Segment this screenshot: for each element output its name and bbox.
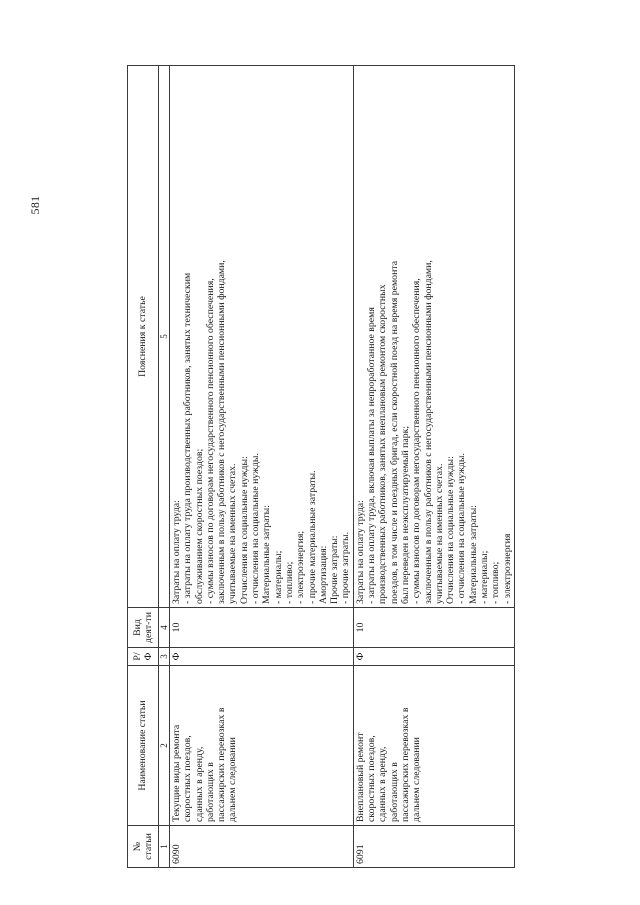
- article-rf: Ф: [353, 648, 514, 666]
- explanation-line: заключенным в пользу работников с негосударственными пенсионными фондами,: [422, 260, 434, 604]
- column-number: 3: [159, 648, 170, 666]
- table-row: [353, 66, 514, 868]
- article-code: 6091: [353, 826, 514, 868]
- article-rf: Ф: [170, 648, 354, 666]
- column-number: 2: [159, 666, 170, 826]
- explanation-line: - топливо;: [283, 561, 295, 604]
- explanation-line: Затраты на оплату труда:: [171, 500, 182, 604]
- header-row: [128, 66, 159, 868]
- explanation-line: Отчисления на социальные нужды:: [238, 456, 250, 604]
- explanation-line: Прочие затраты:: [329, 535, 341, 604]
- page-number: 581: [28, 195, 42, 215]
- article-name-line: сданных в аренду,: [377, 746, 389, 822]
- explanation-line: Материальные затраты:: [261, 505, 273, 604]
- header-activity-type-line: деят-ти: [143, 612, 154, 643]
- explanation-line: производственных работников, занятых внеплановым ремонтом скоростных: [377, 284, 389, 604]
- header-activity-type-line: Вид: [131, 619, 143, 636]
- header-article-no-line: №: [131, 841, 143, 852]
- explanation-line: поездов, в том числе и поездных бригад, если скоростной поезд на время ремонта: [388, 260, 400, 604]
- explanation-line: учитываемые на именных счетах.: [227, 463, 239, 604]
- header-rf-line: Р/: [131, 652, 143, 661]
- article-name-line: работающих в: [204, 762, 216, 822]
- header-article-name: Наименование статьи: [128, 666, 159, 826]
- explanation-line: обслуживанием скоростных поездов;: [193, 448, 205, 604]
- header-article-no-line: статьи: [143, 833, 154, 860]
- explanation-line: заключенным в пользу работников с негосударственными пенсионными фондами,: [216, 260, 228, 604]
- article-name: [353, 666, 514, 826]
- explanation-line: Амортизация:: [317, 545, 329, 604]
- explanation-line: - затраты на оплату труда производственных работников, занятых техническим: [182, 272, 194, 604]
- explanation-line: - суммы взносов по договорам негосударственного пенсионного обеспечения,: [411, 278, 423, 604]
- column-number: 5: [159, 66, 170, 608]
- explanation-line: - материалы;: [479, 550, 491, 604]
- explanation-line: был переведен в неэксплуатируемый парк;: [399, 425, 411, 604]
- article-explanation: [353, 66, 514, 608]
- explanation-line: - топливо;: [490, 561, 502, 604]
- rotated-table-sheet: [127, 66, 513, 868]
- explanation-line: - отчисления на социальные нужды.: [456, 453, 468, 604]
- article-name-line: дальнем следовании: [411, 737, 423, 822]
- column-number-row: [159, 66, 170, 868]
- explanation-line: учитываемые на именных счетах.: [433, 463, 445, 604]
- article-name: [170, 666, 354, 826]
- article-name-line: пассажирских перевозках в: [216, 707, 228, 822]
- table-row: [170, 66, 354, 868]
- article-code: 6090: [170, 826, 354, 868]
- column-number: 1: [159, 826, 170, 868]
- explanation-line: - электроэнергия: [501, 533, 513, 604]
- explanation-line: Материальные затраты:: [467, 505, 479, 604]
- article-name-line: дальнем следовании: [227, 737, 239, 822]
- article-name-line: скоростных поездов,: [366, 735, 378, 822]
- article-activity: 10: [170, 608, 354, 648]
- article-name-line: работающих в: [388, 762, 400, 822]
- explanation-line: - отчисления на социальные нужды.: [250, 453, 262, 604]
- header-rf: [128, 648, 159, 666]
- article-activity: 10: [353, 608, 514, 648]
- header-rf-line: Ф: [143, 652, 154, 661]
- explanation-line: - прочие затраты.: [340, 531, 352, 604]
- article-name-line: сданных в аренду,: [193, 746, 205, 822]
- column-number: 4: [159, 608, 170, 648]
- header-activity-type: [128, 608, 159, 648]
- article-name-line: пассажирских перевозках в: [399, 707, 411, 822]
- header-article-no: [128, 826, 159, 868]
- article-explanation: [170, 66, 354, 608]
- explanation-line: - материалы;: [272, 550, 284, 604]
- article-name-line: Внеплановый ремонт: [354, 732, 366, 822]
- article-name-line: скоростных поездов,: [182, 735, 194, 822]
- explanation-line: Затраты на оплату труда:: [354, 500, 366, 604]
- explanation-line: - прочие материальные затраты.: [306, 470, 318, 604]
- article-name-line: Текущие виды ремонта: [171, 724, 182, 822]
- explanation-line: - электроэнергия;: [295, 530, 307, 604]
- header-explanation: Пояснения к статье: [128, 66, 159, 608]
- explanation-line: - суммы взносов по договорам негосударственного пенсионного обеспечения,: [204, 278, 216, 604]
- article-table: [127, 65, 515, 868]
- explanation-line: Отчисления на социальные нужды:: [445, 456, 457, 604]
- explanation-line: - затраты на оплату труда, включая выплаты за непроработанное время: [366, 307, 378, 604]
